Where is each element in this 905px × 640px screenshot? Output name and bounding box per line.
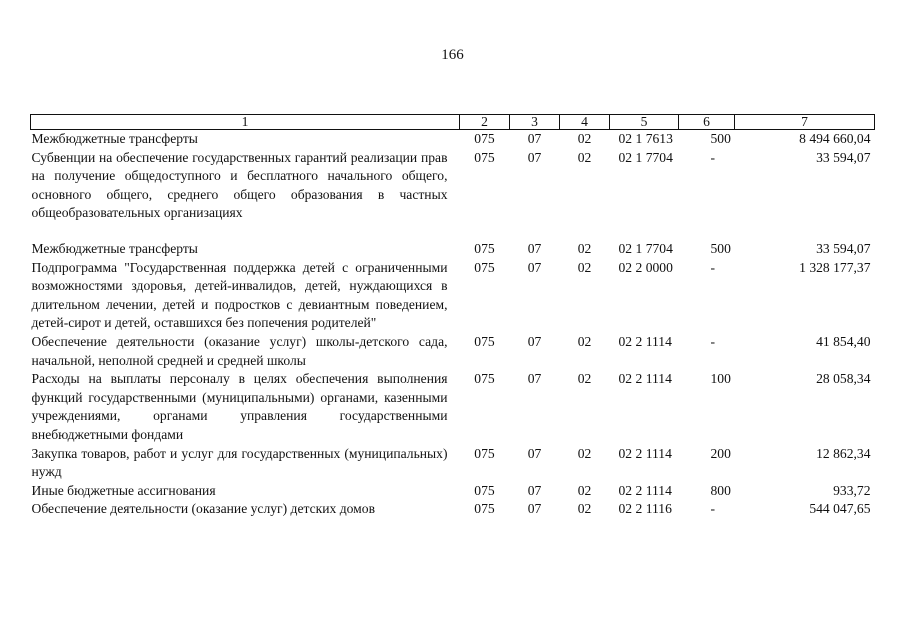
- column-header-code: 2: [460, 115, 510, 130]
- row-code: 075: [474, 240, 495, 256]
- row-amount: 28 058,34: [816, 371, 871, 387]
- table-row: [31, 370, 875, 444]
- row-target: 02 2 0000: [618, 259, 673, 275]
- row-target: 02 2 1116: [618, 501, 672, 517]
- row-target: 02 1 7613: [618, 131, 673, 146]
- row-subsection: 02: [577, 501, 592, 517]
- row-expense-type: 500: [710, 131, 731, 146]
- table-header-row: [31, 115, 875, 130]
- row-name: Расходы на выплаты персоналу в целях обеспечения выполнения функций государственными (муниципальными) органами, казенными учреждениями, органами управления государственными внебюджетными фондами: [31, 371, 448, 442]
- row-subsection: 02: [577, 259, 592, 275]
- row-name: Межбюджетные трансферты: [31, 131, 198, 146]
- row-subsection: 02: [577, 333, 592, 349]
- row-expense-type: 500: [710, 240, 731, 256]
- row-section: 07: [527, 131, 542, 146]
- row-target: 02 2 1114: [618, 371, 672, 387]
- row-code: 075: [474, 501, 495, 517]
- row-amount: 1 328 177,37: [799, 259, 871, 275]
- row-name: Иные бюджетные ассигнования: [31, 482, 216, 498]
- row-expense-type: -: [710, 149, 716, 165]
- row-target: 02 2 1114: [618, 445, 672, 461]
- row-subsection: 02: [577, 131, 592, 146]
- row-name: Обеспечение деятельности (оказание услуг) детских домов: [31, 501, 375, 517]
- row-section: 07: [527, 149, 542, 165]
- row-target: 02 2 1114: [618, 333, 672, 349]
- table-row: [31, 333, 875, 370]
- column-header-name: 1: [31, 115, 460, 130]
- row-section: 07: [527, 371, 542, 387]
- row-name: Подпрограмма "Государственная поддержка детей с ограниченными возможностями здоровья, детей-инвалидов, детей, нуждающихся в длительном лечении, детей и подростков с девиантным поведением, детей-сирот и детей, оставшихся без попечения родителей": [31, 259, 448, 331]
- row-name: Субвенции на обеспечение государственных гарантий реализации прав на получение общедоступного и бесплатного начального общего, основного общего, среднего общего образования в частных общеобразовательных организациях: [31, 149, 448, 221]
- column-header-target: 5: [610, 115, 679, 130]
- table-row: [31, 130, 875, 149]
- row-subsection: 02: [577, 482, 592, 498]
- row-section: 07: [527, 501, 542, 517]
- row-amount: 12 862,34: [816, 445, 871, 461]
- row-expense-type: 100: [710, 371, 731, 387]
- row-section: 07: [527, 333, 542, 349]
- table-row: [31, 259, 875, 333]
- column-header-expense-type: 6: [679, 115, 735, 130]
- table-row: [31, 149, 875, 223]
- table-row: [31, 482, 875, 501]
- row-name: Закупка товаров, работ и услуг для государственных (муниципальных) нужд: [31, 445, 448, 480]
- row-section: 07: [527, 445, 542, 461]
- row-expense-type: -: [710, 333, 716, 349]
- row-name: Обеспечение деятельности (оказание услуг) школы-детского сада, начальной, неполной средней и средней школы: [31, 333, 448, 368]
- row-name: Межбюджетные трансферты: [31, 240, 198, 256]
- row-code: 075: [474, 131, 495, 146]
- row-code: 075: [474, 371, 495, 387]
- row-expense-type: -: [710, 501, 716, 517]
- row-expense-type: -: [710, 259, 716, 275]
- row-amount: 8 494 660,04: [799, 131, 871, 146]
- row-expense-type: 800: [710, 482, 731, 498]
- column-header-amount: 7: [735, 115, 875, 130]
- page-number: 166: [441, 47, 464, 63]
- budget-table: [30, 114, 875, 519]
- table-row: [31, 500, 875, 519]
- row-subsection: 02: [577, 240, 592, 256]
- row-amount: 41 854,40: [816, 333, 871, 349]
- row-expense-type: 200: [710, 445, 731, 461]
- row-section: 07: [527, 259, 542, 275]
- row-section: 07: [527, 240, 542, 256]
- row-amount: 544 047,65: [809, 501, 871, 517]
- row-code: 075: [474, 482, 495, 498]
- row-code: 075: [474, 259, 495, 275]
- row-code: 075: [474, 333, 495, 349]
- row-subsection: 02: [577, 149, 592, 165]
- table-row: [31, 445, 875, 482]
- row-amount: 33 594,07: [816, 149, 871, 165]
- row-target: 02 1 7704: [618, 240, 673, 256]
- row-target: 02 1 7704: [618, 149, 673, 165]
- column-header-subsection: 4: [560, 115, 610, 130]
- table-row: [31, 240, 875, 259]
- row-section: 07: [527, 482, 542, 498]
- row-code: 075: [474, 149, 495, 165]
- row-amount: 33 594,07: [816, 240, 871, 256]
- row-subsection: 02: [577, 445, 592, 461]
- row-target: 02 2 1114: [618, 482, 672, 498]
- column-header-section: 3: [510, 115, 560, 130]
- row-amount: 933,72: [833, 482, 871, 498]
- row-spacer: [31, 223, 875, 240]
- row-code: 075: [474, 445, 495, 461]
- row-subsection: 02: [577, 371, 592, 387]
